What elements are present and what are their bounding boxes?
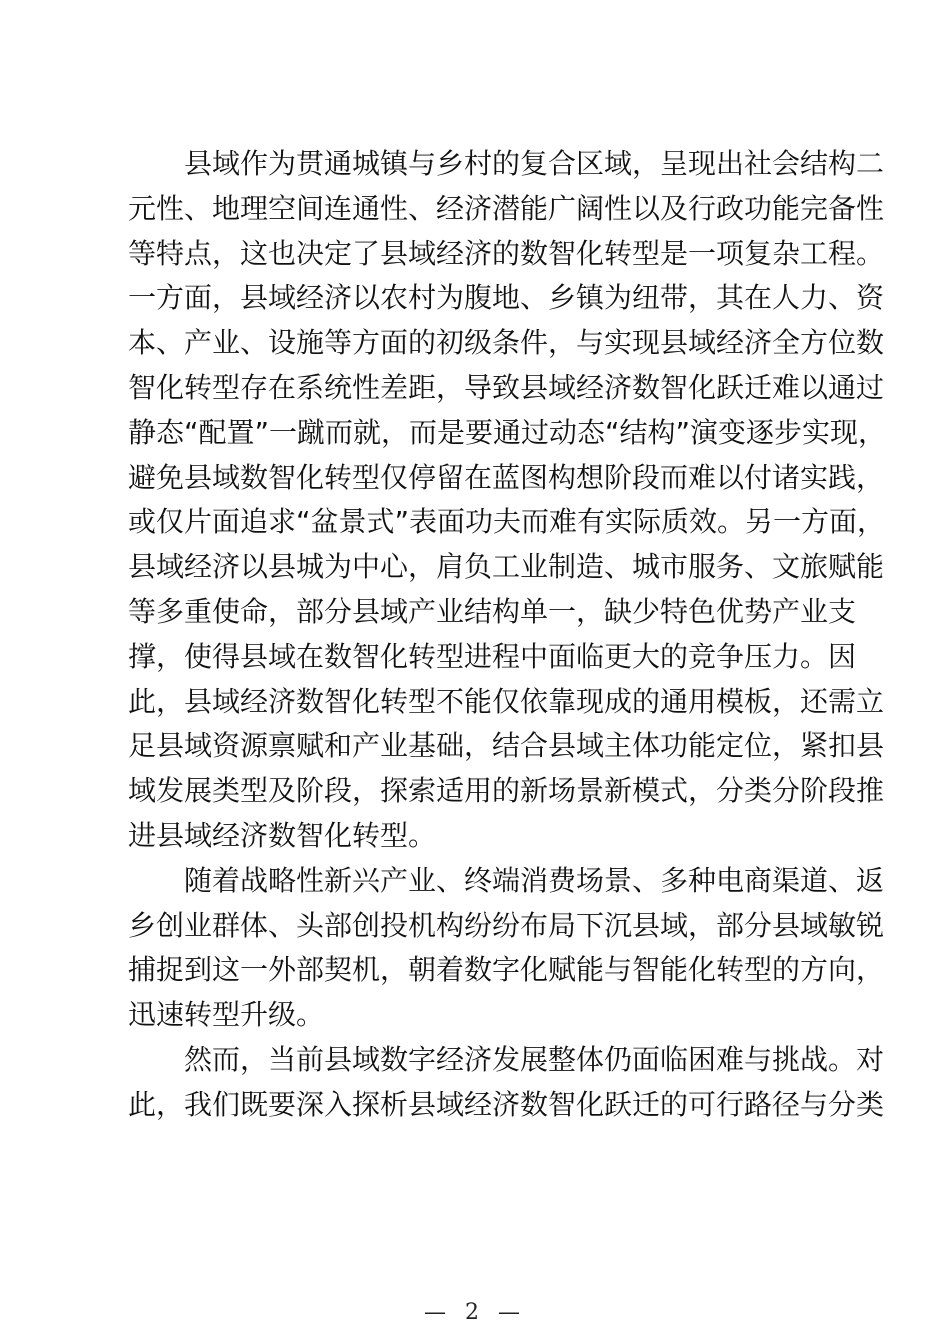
text-line: 县域经济以县城为中心，肩负工业制造、城市服务、文旅赋能 — [128, 550, 885, 584]
text-line: 随着战略性新兴产业、终端消费场景、多种电商渠道、返 — [184, 863, 885, 897]
text-line: 等多重使命，部分县域产业结构单一，缺少特色优势产业支 — [128, 594, 857, 628]
page-number: — 2 — — [424, 1300, 526, 1325]
text-line: 元性、地理空间连通性、经济潜能广阔性以及行政功能完备性 — [128, 191, 885, 225]
text-line: 或仅片面追求“盆景式”表面功夫而难有实际质效。另一方面， — [128, 505, 886, 539]
text-line: 进县域经济数智化转型。 — [128, 818, 437, 852]
text-line: 乡创业群体、头部创投机构纷纷布局下沉县域，部分县域敏锐 — [128, 908, 885, 942]
text-line: 避免县域数智化转型仅停留在蓝图构想阶段而难以付诸实践， — [128, 460, 885, 494]
text-line: 迅速转型升级。 — [128, 998, 325, 1032]
text-line: 捕捉到这一外部契机，朝着数字化赋能与智能化转型的方向， — [128, 953, 885, 987]
text-line: 足县域资源禀赋和产业基础，结合县域主体功能定位，紧扣县 — [128, 729, 885, 763]
text-line: 本、产业、设施等方面的初级条件，与实现县域经济全方位数 — [128, 326, 885, 360]
document-body — [128, 142, 887, 1128]
text-line: 此，我们既要深入探析县域经济数智化跃迁的可行路径与分类 — [128, 1087, 885, 1121]
text-line: 此，县域经济数智化转型不能仅依靠现成的通用模板，还需立 — [128, 684, 885, 718]
text-line: 一方面，县域经济以农村为腹地、乡镇为纽带，其在人力、资 — [128, 281, 885, 315]
paragraph — [128, 859, 885, 1038]
text-line: 静态“配置”一蹴而就，而是要通过动态“结构”演变逐步实现， — [128, 415, 887, 449]
text-line: 县域作为贯通城镇与乡村的复合区域，呈现出社会结构二 — [184, 147, 885, 180]
text-line: 域发展类型及阶段，探索适用的新场景新模式，分类分阶段推 — [128, 774, 885, 808]
text-line: 智化转型存在系统性差距，导致县域经济数智化跃迁难以通过 — [128, 370, 885, 404]
text-line: 等特点，这也决定了县域经济的数智化转型是一项复杂工程。 — [128, 236, 885, 270]
paragraph — [128, 1038, 885, 1128]
text-line: 撑，使得县域在数智化转型进程中面临更大的竞争压力。因 — [128, 639, 857, 673]
paragraph — [128, 142, 887, 859]
text-line: 然而，当前县域数字经济发展整体仍面临困难与挑战。对 — [184, 1042, 885, 1076]
